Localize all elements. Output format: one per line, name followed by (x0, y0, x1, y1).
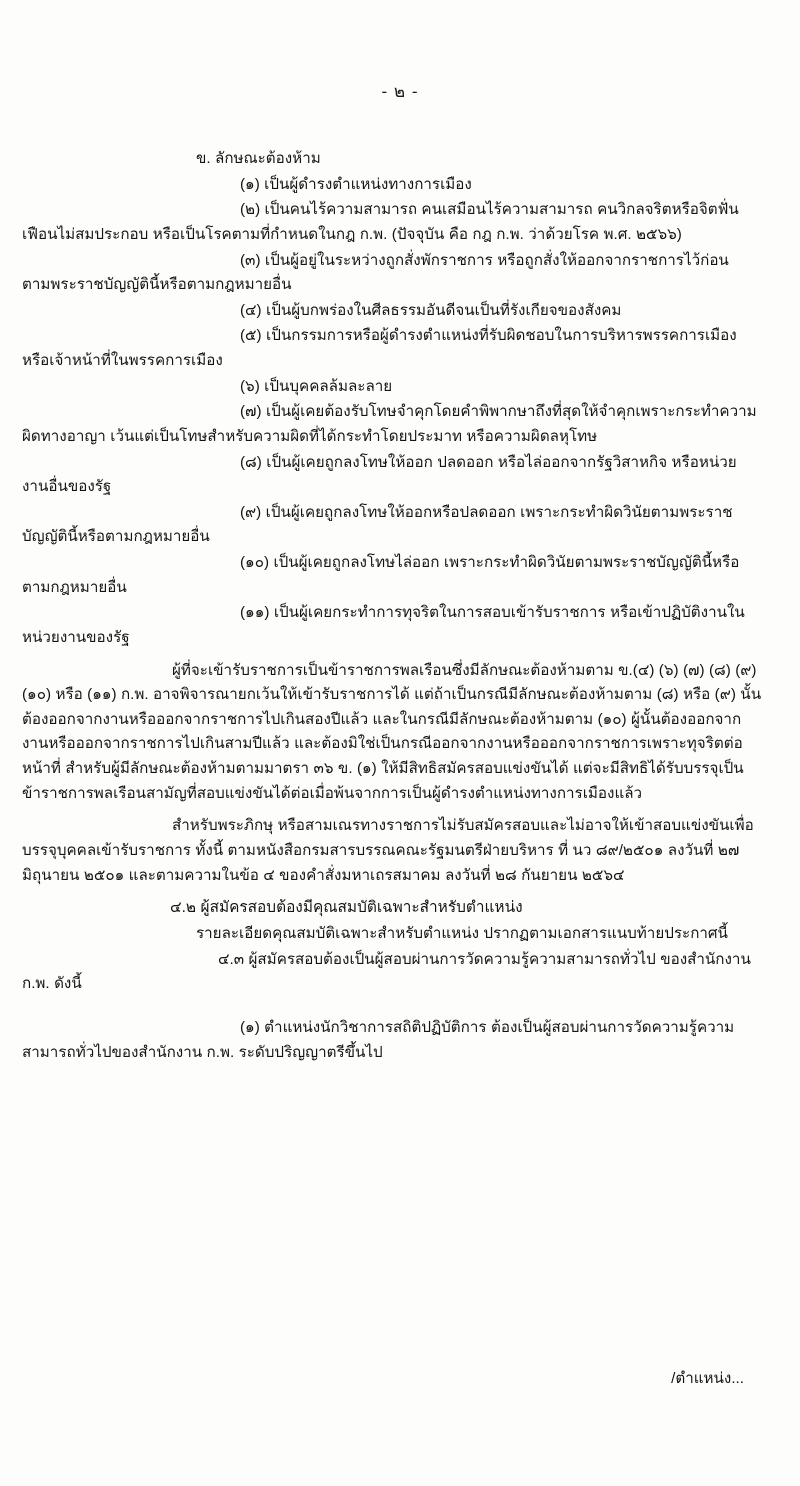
prohibition-item-3: (๓) เป็นผู้อยู่ในระหว่างถูกสั่งพักราชการ หรือถูกสั่งให้ออกจากราชการไว้ก่อนตามพระราชบัญญัตินี้หรือตามกฎหมายอื่น (22, 251, 729, 294)
prohibition-item-8: (๘) เป็นผู้เคยถูกลงโทษให้ออก ปลดออก หรือไล่ออกจากรัฐวิสาหกิจ หรือหน่วยงานอื่นของรัฐ (22, 453, 737, 496)
prohibition-item-9: (๙) เป็นผู้เคยถูกลงโทษให้ออกหรือปลดออก เพราะกระทำผิดวินัยตามพระราชบัญญัตินี้หรือตามกฎหมายอื่น (22, 503, 733, 546)
prohibition-item-7: (๗) เป็นผู้เคยต้องรับโทษจำคุกโดยคำพิพากษาถึงที่สุดให้จำคุกเพราะกระทำความผิดทางอาญา เว้นแต่เป็นโทษสำหรับความผิดที่ได้กระทำโดยประมาท หรือความผิดลหุโทษ (22, 403, 757, 445)
prohibition-item-1: (๑) เป็นผู้ดำรงตำแหน่งทางการเมือง (240, 175, 472, 193)
prohibition-item-11: (๑๑) เป็นผู้เคยกระทำการทุจริตในการสอบเข้ารับราชการ หรือเข้าปฏิบัติงานในหน่วยงานของรัฐ (22, 604, 745, 646)
section-heading-prohibitions: ข. ลักษณะต้องห้าม (196, 150, 321, 167)
clause-42-body: รายละเอียดคุณสมบัติเฉพาะสำหรับตำแหน่ง ปรากฏตามเอกสารแนบท้ายประกาศนี้ (196, 925, 728, 943)
footer-continuation-note: /ตำแหน่ง... (671, 1370, 744, 1387)
prohibition-item-10: (๑๐) เป็นผู้เคยถูกลงโทษไล่ออก เพราะกระทำผิดวินัยตามพระราชบัญญัตินี้หรือตามกฎหมายอื่น (22, 554, 740, 596)
paragraph-exemption: ผู้ที่จะเข้ารับราชการเป็นข้าราชการพลเรือนซึ่งมีลักษณะต้องห้ามตาม ข.(๔) (๖) (๗) (๘) (๙) (๑๐) หรือ (๑๑) ก.พ. อาจพิจารณายกเว้นให้เข้ารับราชการได้ แต่ถ้าเป็นกรณีมีลักษณะต้องห้ามตาม (๘) หรือ (๙) นั้นต้องออกจากงานหรือออกจากราชการไปเกินสองปีแล้ว และในกรณีมีลักษณะต้องห้ามตาม (๑๐) ผู้นั้นต้องออกจากงานหรือออกจากราชการไปเกินสามปีแล้ว และต้องมิใช่เป็นกรณีออกจากงานหรือออกจากราชการเพราะทุจริตต่อหน้าที่ สำหรับผู้มีลักษณะต้องห้ามตามมาตรา ๓๖ ข. (๑) ให้มีสิทธิสมัครสอบแข่งขันได้ แต่จะมีสิทธิได้รับบรรจุเป็นข้าราชการพลเรือนสามัญที่สอบแข่งขันได้ต่อเมื่อพ้นจากการเป็นผู้ดำรงตำแหน่งทางการเมืองแล้ว (22, 661, 762, 802)
prohibition-item-6: (๖) เป็นบุคคลล้มละลาย (240, 377, 393, 395)
clause-43-heading: ๔.๓ ผู้สมัครสอบต้องเป็นผู้สอบผ่านการวัดความรู้ความสามารถทั่วไป ของสำนักงาน ก.พ. ดังนี้ (22, 950, 751, 993)
clause-42-heading: ๔.๒ ผู้สมัครสอบต้องมีคุณสมบัติเฉพาะสำหรับตำแหน่ง (170, 899, 523, 917)
page-number: - ๒ - (381, 82, 419, 101)
prohibition-item-5: (๕) เป็นกรรมการหรือผู้ดำรงตำแหน่งที่รับผิดชอบในการบริหารพรรคการเมือง หรือเจ้าหน้าที่ในพรรคการเมือง (22, 327, 737, 369)
prohibition-item-2: (๒) เป็นคนไร้ความสามารถ คนเสมือนไร้ความสามารถ คนวิกลจริตหรือจิตฟั่นเฟือนไม่สมประกอบ หรือเป็นโรคตามที่กำหนดในกฎ ก.พ. (ปัจจุบัน คือ กฎ ก.พ. ว่าด้วยโรค พ.ศ. ๒๕๖๖) (22, 201, 739, 243)
prohibition-item-4: (๔) เป็นผู้บกพร่องในศีลธรรมอันดีจนเป็นที่รังเกียจของสังคม (240, 301, 622, 319)
clause-43-item-1: (๑) ตำแหน่งนักวิชาการสถิติปฏิบัติการ ต้องเป็นผู้สอบผ่านการวัดความรู้ความสามารถทั่วไปของสำนักงาน ก.พ. ระดับปริญญาตรีขึ้นไป (22, 1018, 735, 1061)
paragraph-monks: สำหรับพระภิกษุ หรือสามเณรทางราชการไม่รับสมัครสอบและไม่อาจให้เข้าสอบแข่งขันเพื่อบรรจุบุคคลเข้ารับราชการ ทั้งนี้ ตามหนังสือกรมสารบรรณคณะรัฐมนตรีฝ่ายบริหาร ที่ นว ๘๙/๒๕๐๑ ลงวันที่ ๒๗ มิถุนายน ๒๕๐๑ และตามความในข้อ ๔ ของคำสั่งมหาเถรสมาคม ลงวันที่ ๒๘ กันยายน ๒๕๖๔ (22, 817, 754, 884)
document-body (0, 147, 800, 1065)
